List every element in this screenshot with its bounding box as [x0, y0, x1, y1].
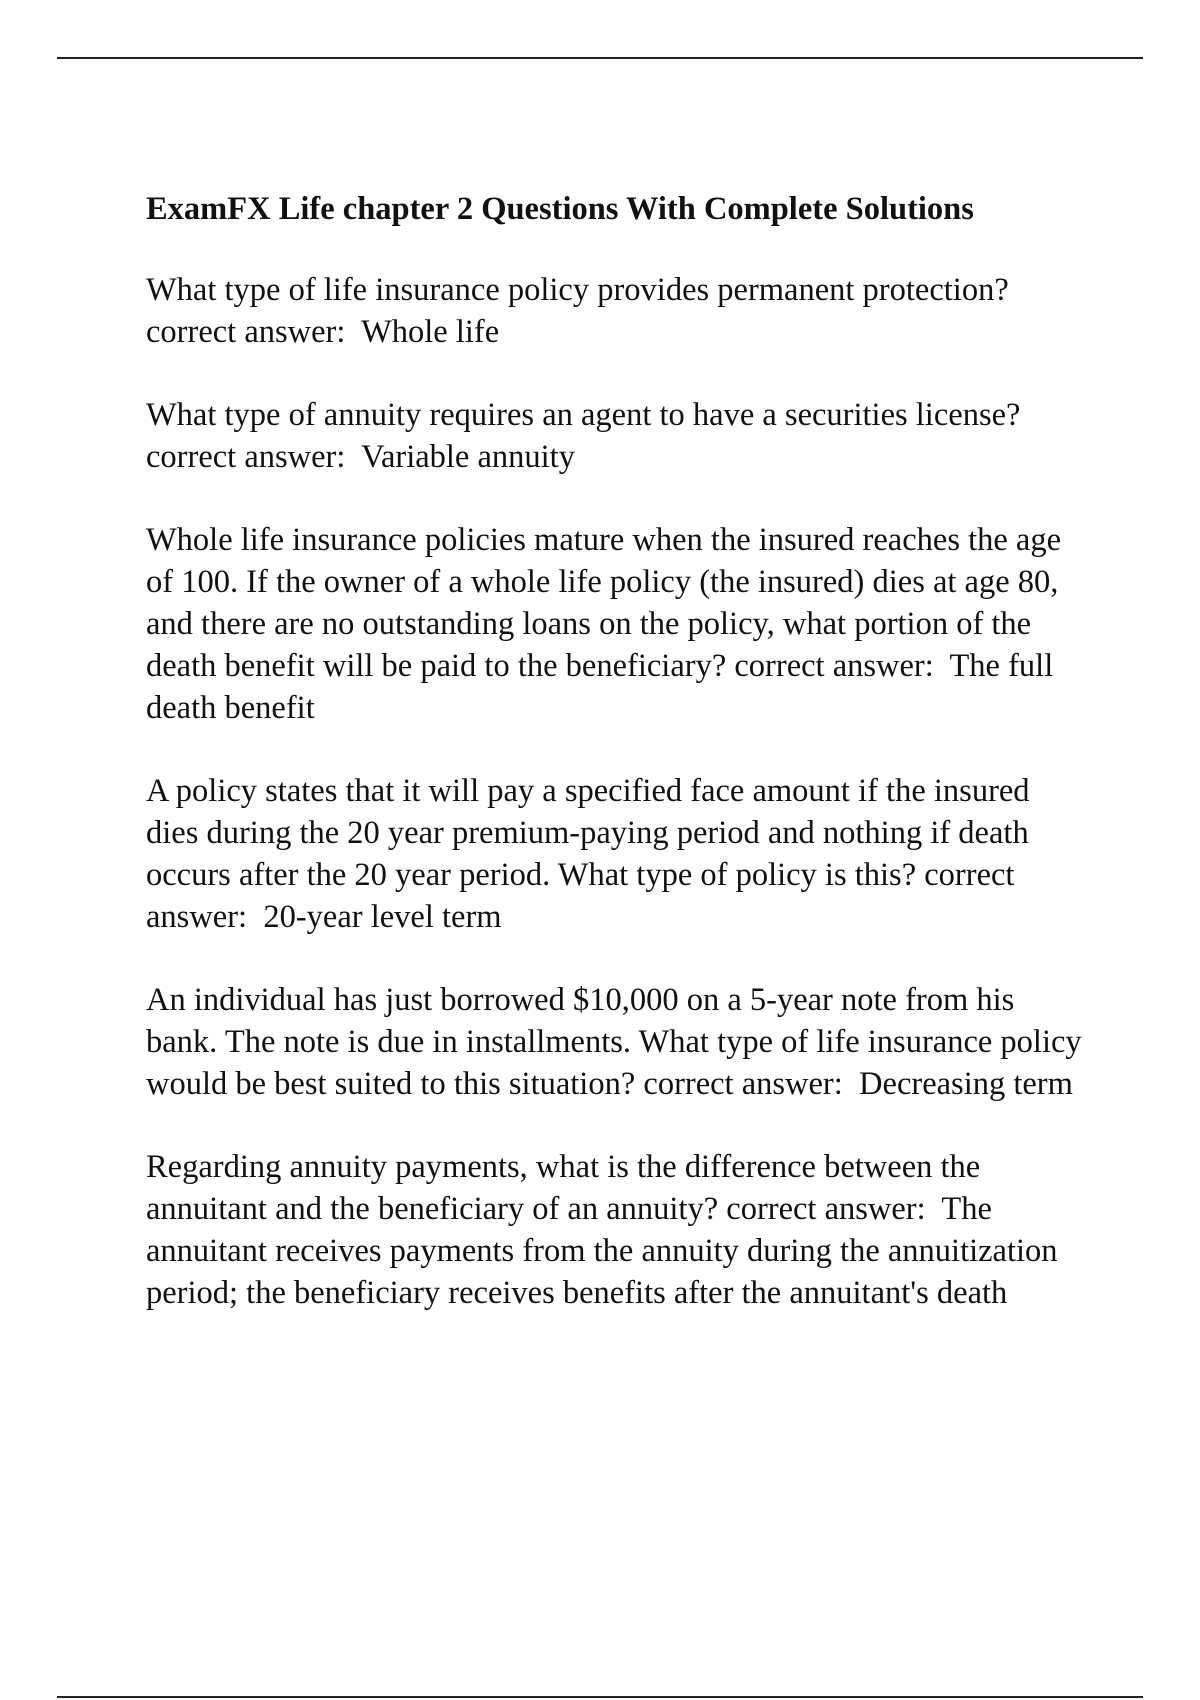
qa-item: [146, 519, 1086, 729]
question-text: Regarding annuity payments, what is the difference between the annuitant and the beneficiary of an annuity?: [146, 1149, 981, 1227]
answer-label: correct answer:: [146, 439, 346, 475]
question-text: An individual has just borrowed $10,000 on a 5-year note from his bank. The note is due in installments. What type of life insurance policy would be best suited to this situation?: [146, 982, 1082, 1102]
answer-text: 20-year level term: [263, 899, 502, 935]
answer-label: correct answer:: [146, 857, 1015, 935]
qa-item: [146, 1146, 1086, 1314]
answer-text: Variable annuity: [361, 439, 575, 475]
question-text: What type of annuity requires an agent to have a securities license?: [146, 397, 1021, 433]
qa-item: [146, 394, 1086, 478]
answer-label: correct answer:: [734, 648, 934, 684]
answer-label: correct answer:: [643, 1066, 843, 1102]
question-text: What type of life insurance policy provides permanent protection?: [146, 272, 1009, 308]
qa-item: [146, 979, 1086, 1105]
bottom-divider: [57, 1696, 1143, 1698]
question-text: A policy states that it will pay a specified face amount if the insured dies during the 20 year premium-paying period and nothing if death occurs after the 20 year period. What type of policy is this?: [146, 773, 1030, 893]
answer-label: correct answer:: [146, 314, 346, 350]
top-divider: [57, 57, 1143, 59]
answer-text: Decreasing term: [859, 1066, 1073, 1102]
answer-text: The full death benefit: [146, 648, 1054, 726]
answer-text: The annuitant receives payments from the annuity during the annuitization period; the beneficiary receives benefits after the annuitant's death: [146, 1191, 1058, 1311]
answer-text: Whole life: [361, 314, 500, 350]
qa-item: [146, 269, 1086, 353]
document-title: ExamFX Life chapter 2 Questions With Complete Solutions: [146, 191, 974, 227]
question-text: Whole life insurance policies mature when the insured reaches the age of 100. If the owner of a whole life policy (the insured) dies at age 80, and there are no outstanding loans on the policy, what portion of the death benefit will be paid to the beneficiary?: [146, 522, 1062, 684]
answer-label: correct answer:: [726, 1191, 926, 1227]
qa-item: [146, 770, 1086, 938]
document-body: [146, 183, 1086, 1355]
